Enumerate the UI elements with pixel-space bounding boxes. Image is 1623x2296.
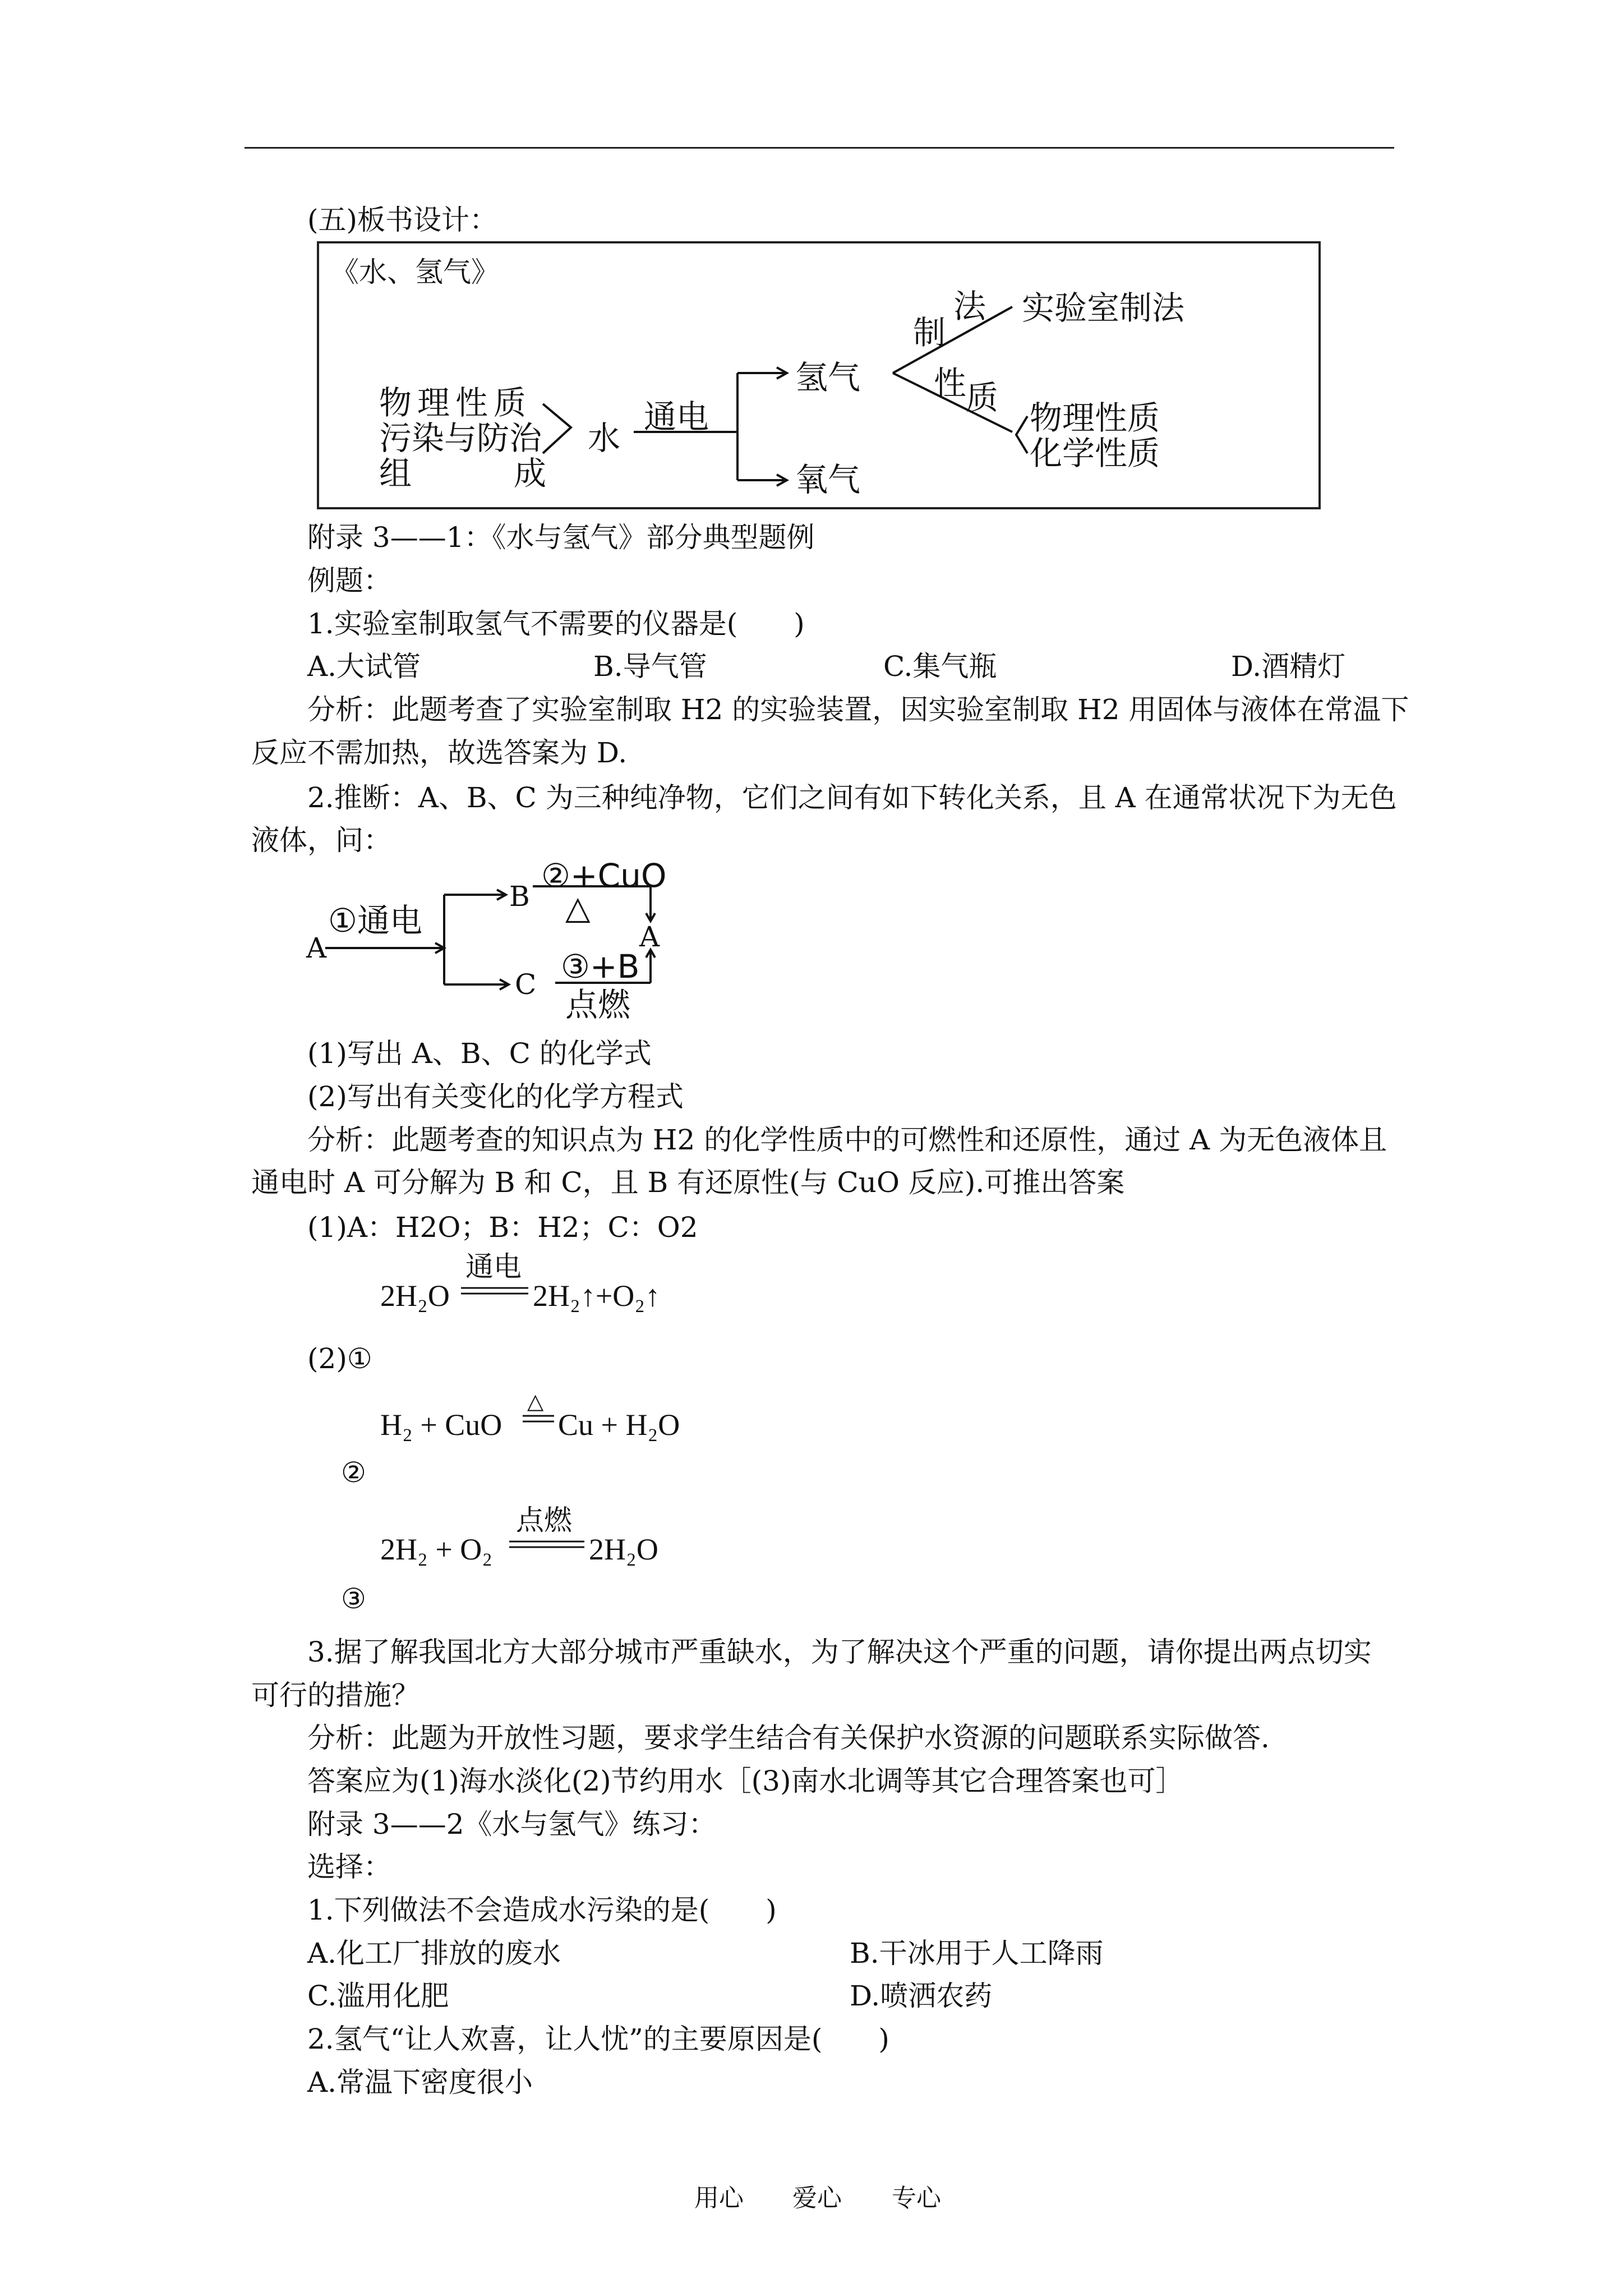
q1-option-c: C.集气瓶: [883, 650, 997, 683]
board-zhi2: 质: [966, 379, 999, 417]
example-label: 例题：: [307, 564, 391, 597]
p1-option-a: A.化工厂排放的废水: [307, 1937, 561, 1970]
p2-option-a: A.常温下密度很小: [307, 2066, 533, 2099]
q2-sub1: (1)写出 A、B、C 的化学式: [307, 1037, 652, 1070]
eq1-condition: 通电: [465, 1250, 522, 1283]
board-hydrogen: 氢气: [795, 358, 861, 397]
board-oxygen: 氧气: [795, 461, 861, 499]
board-water: 水: [588, 419, 621, 457]
eq2-condition: △: [527, 1389, 544, 1414]
q3-text-line2: 可行的措施？: [251, 1679, 419, 1711]
footer-word-2: 爱心: [792, 2184, 842, 2212]
q2-analysis-line2: 通电时 A 可分解为 B 和 C，且 B 有还原性(与 CuO 反应).可推出答案: [251, 1166, 1125, 1199]
q3-text-line1: 3.据了解我国北方大部分城市严重缺水，为了解决这个严重的问题，请你提出两点切实: [307, 1636, 1372, 1668]
appendix-1-title: 附录 3——1：《水与氢气》部分典型题例: [307, 521, 815, 554]
diagram-step1: ①通电: [328, 901, 422, 940]
board-zhi: 制: [913, 314, 946, 352]
p1-text: 1.下列做法不会造成水污染的是( ): [307, 1894, 777, 1926]
q2-text-line1: 2.推断：A、B、C 为三种纯净物，它们之间有如下转化关系，且 A 在通常状况下为无色: [307, 781, 1397, 814]
diagram-step2: ②+CuO: [541, 857, 667, 895]
board-xing: 性: [934, 364, 967, 402]
p2-text: 2.氢气“让人欢喜，让人忧”的主要原因是( ): [307, 2023, 889, 2055]
p1-option-d: D.喷洒农药: [850, 1980, 993, 2012]
diagram-c: C: [515, 968, 537, 1001]
board-left-compose2: 成: [514, 454, 547, 493]
eq2-mark: ②: [341, 1456, 366, 1489]
board-chemical-props: 化学性质: [1030, 434, 1160, 472]
q1-option-b: B.导气管: [593, 650, 707, 683]
board-physical-props: 物理性质: [1030, 399, 1160, 437]
ans2-label: (2)①: [307, 1342, 372, 1375]
board-fa: 法: [953, 287, 986, 325]
q3-answer: 答案应为(1)海水淡化(2)节约用水［(3)南水北调等其它合理答案也可］: [307, 1765, 1184, 1797]
board-left-physical: 物理性质: [379, 384, 532, 422]
diagram-b: B: [509, 880, 530, 913]
q3-analysis: 分析：此题为开放性习题，要求学生结合有关保护水资源的问题联系实际做答.: [307, 1722, 1270, 1754]
board-lab-method: 实验室制法: [1022, 289, 1185, 327]
choice-label: 选择：: [307, 1851, 391, 1883]
appendix-2-title: 附录 3——2《水与氢气》练习：: [307, 1808, 717, 1841]
p1-option-c: C.滥用化肥: [307, 1980, 449, 2012]
diagram-ignite: 点燃: [565, 986, 631, 1024]
diagram-delta: △: [565, 889, 591, 927]
footer-word-3: 专心: [892, 2184, 941, 2212]
eq3-condition: 点燃: [516, 1504, 572, 1536]
board-title: 《水、氢气》: [331, 256, 499, 288]
section-title: (五)板书设计：: [307, 204, 498, 236]
eq2-reactants: H₂ + CuO: [380, 1408, 502, 1442]
footer-word-1: 用心: [694, 2184, 744, 2212]
q1-analysis-line2: 反应不需加热，故选答案为 D.: [251, 737, 628, 769]
q2-analysis-line1: 分析：此题考查的知识点为 H2 的化学性质中的可燃性和还原性，通过 A 为无色液体且: [307, 1124, 1387, 1156]
q1-option-a: A.大试管: [307, 650, 421, 683]
q2-text-line2: 液体，问：: [251, 824, 391, 857]
board-left-pollution: 污染与防治: [379, 419, 542, 457]
diagram-step3: ③+B: [561, 947, 640, 986]
eq1-reactants: 2H₂O: [380, 1279, 450, 1313]
q2-answer-1: (1)A：H2O；B：H2；C：O2: [307, 1211, 698, 1244]
diagram-a-right: A: [639, 921, 660, 953]
p1-option-b: B.干冰用于人工降雨: [850, 1937, 1104, 1970]
board-left-compose1: 组: [379, 454, 412, 493]
eq2-products: Cu + H₂O: [558, 1408, 680, 1442]
eq1-products: 2H₂↑+O₂↑: [533, 1279, 661, 1313]
diagram-a-left: A: [306, 932, 327, 964]
eq3-mark: ③: [341, 1582, 366, 1615]
q1-text: 1.实验室制取氢气不需要的仪器是( ): [307, 608, 805, 640]
eq3-products: 2H₂O: [589, 1533, 658, 1566]
q1-analysis-line1: 分析：此题考查了实验室制取 H2 的实验装置，因实验室制取 H2 用固体与液体在常温下: [307, 693, 1409, 726]
q1-option-d: D.酒精灯: [1231, 650, 1346, 683]
q2-sub2: (2)写出有关变化的化学方程式: [307, 1080, 684, 1113]
board-electrolysis: 通电: [644, 398, 709, 436]
eq3-reactants: 2H₂ + O₂: [380, 1533, 493, 1566]
